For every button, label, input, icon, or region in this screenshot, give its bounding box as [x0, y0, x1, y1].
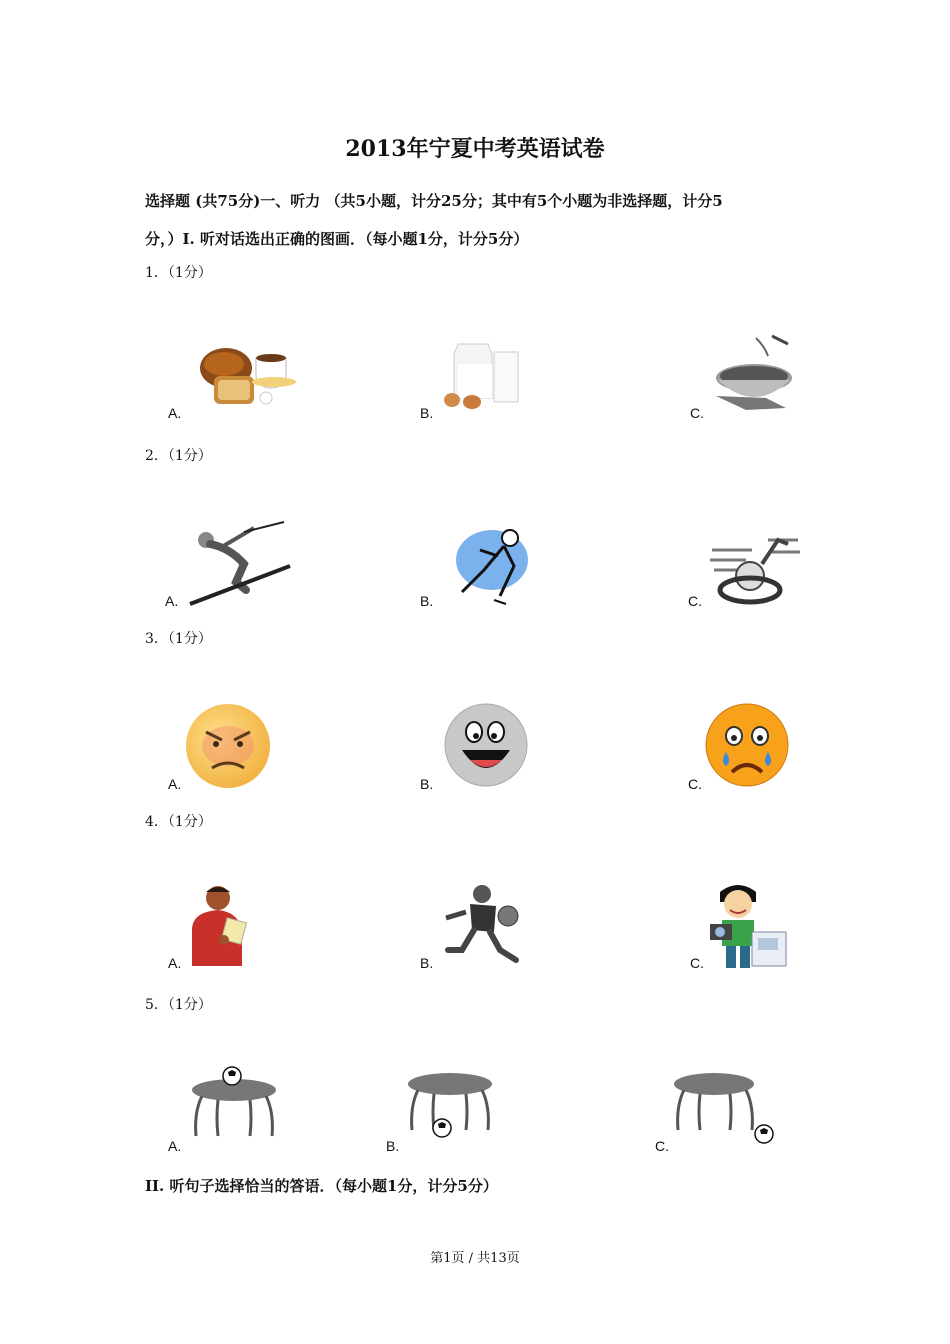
noodle-bowl-picture [712, 334, 798, 414]
question-5-label: 5．（1分） [145, 997, 212, 1013]
ball-under-table-picture [404, 1070, 496, 1146]
q3-option-c: C. [688, 776, 702, 792]
question-1-label: 1．（1分） [145, 265, 212, 281]
q2-option-b: B. [420, 593, 434, 609]
q4-option-c: C. [690, 955, 704, 971]
ball-on-table-picture [188, 1066, 280, 1146]
question-4-label: 4．（1分） [145, 814, 212, 830]
q3-option-a: A. [168, 776, 182, 792]
q5-option-a: A. [168, 1138, 182, 1154]
q1-option-c: C. [690, 405, 704, 421]
basketball-player-picture [444, 882, 524, 968]
question-3-label: 3．（1分） [145, 631, 212, 647]
q4-option-a: A. [168, 955, 182, 971]
ball-beside-table-picture [672, 1070, 778, 1146]
crying-face-picture [704, 702, 790, 788]
page-footer: 第1页 / 共13页 [430, 1251, 520, 1266]
skating-picture [448, 520, 532, 608]
page-title: 2013年宁夏中考英语试卷 [345, 136, 605, 162]
breakfast-picture [196, 338, 300, 410]
q5-option-c: C. [655, 1138, 669, 1154]
q2-option-c: C. [688, 593, 702, 609]
q4-option-b: B. [420, 955, 434, 971]
q3-option-b: B. [420, 776, 434, 792]
section-2-heading: II. 听句子选择恰当的答语．（每小题1分，计分5分） [145, 1177, 498, 1195]
section-heading-line2: 分，）I. 听对话选出正确的图画．（每小题1分，计分5分） [145, 230, 529, 248]
photographer-boy-picture [706, 880, 790, 970]
skiing-picture [180, 518, 294, 606]
q1-option-a: A. [168, 405, 182, 421]
swimming-picture [708, 520, 804, 608]
q2-option-a: A. [165, 593, 179, 609]
question-2-label: 2．（1分） [145, 448, 212, 464]
angry-face-picture [184, 702, 272, 790]
milk-eggs-picture [444, 338, 526, 410]
reading-man-picture [184, 882, 260, 968]
q5-option-b: B. [386, 1138, 400, 1154]
q1-option-b: B. [420, 405, 434, 421]
section-heading-line1: 选择题 (共75分)一、听力 （共5小题，计分25分；其中有5个小题为非选择题，计分5 [145, 192, 723, 210]
happy-face-picture [444, 702, 528, 788]
